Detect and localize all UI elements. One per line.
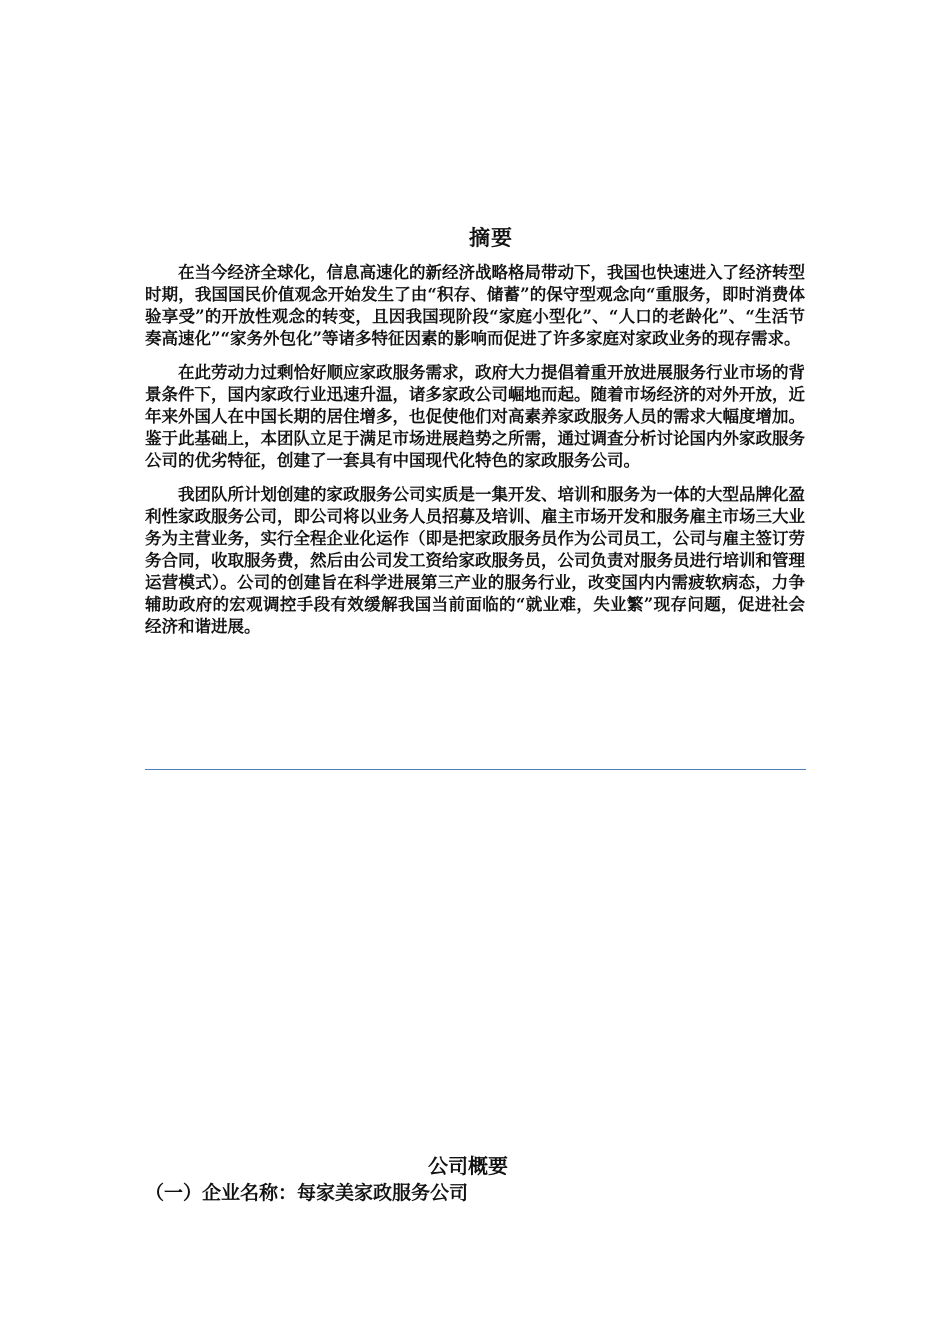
- abstract-paragraph-2: 在此劳动力过剩恰好顺应家政服务需求，政府大力提倡着重开放进展服务行业市场的背景条件下，国内家政行业迅速升温，诸多家政公司崛地而起。随着市场经济的对外开放，近年来外国人在中国长期的居住增多，也促使他们对高素养家政服务人员的需求大幅度增加。鉴于此基础上，本团队立足于满足市场进展趋势之所需，通过调查分析讨论国内外家政服务公司的优劣特征，创建了一套具有中国现代化特色的家政服务公司。: [145, 363, 805, 470]
- company-name-heading: （一）企业名称：每家美家政服务公司: [145, 1182, 469, 1204]
- abstract-body: [145, 262, 805, 638]
- abstract-paragraph-3: 我团队所计划创建的家政服务公司实质是一集开发、培训和服务为一体的大型品牌化盈利性家政服务公司，即公司将以业务人员招募及培训、雇主市场开发和服务雇主市场三大业务为主营业务，实行全程企业化运作（即是把家政服务员作为公司员工，公司与雇主签订劳务合同，收取服务费，然后由公司发工资给家政服务员，公司负责对服务员进行培训和管理运营模式）。公司的创建旨在科学进展第三产业的服务行业，改变国内内需疲软病态，力争辅助政府的宏观调控手段有效缓解我国当前面临的“就业难，失业繁”现存问题，促进社会经济和谐进展。: [145, 485, 805, 636]
- section-divider: [145, 769, 806, 770]
- overview-title: 公司概要: [428, 1154, 508, 1178]
- abstract-title: 摘要: [469, 226, 513, 250]
- abstract-paragraph-1: 在当今经济全球化，信息高速化的新经济战略格局带动下，我国也快速进入了经济转型时期，我国国民价值观念开始发生了由“积存、储蓄”的保守型观念向“重服务，即时消费体验享受”的开放性观念的转变，且因我国现阶段“家庭小型化”、“人口的老龄化”、“生活节奏高速化”“家务外包化”等诸多特征因素的影响而促进了许多家庭对家政业务的现存需求。: [145, 263, 805, 348]
